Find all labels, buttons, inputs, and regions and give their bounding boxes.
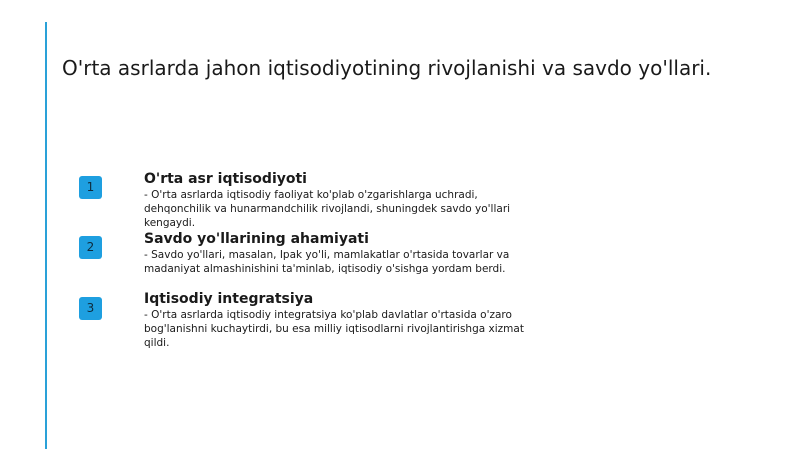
item-heading: Iqtisodiy integratsiya [144,291,314,307]
item-text [144,171,544,230]
item-body: - O'rta asrlarda iqtisodiy faoliyat ko'plab o'zgarishlarga uchradi, dehqonchilik va hunarmandchilik rivojlandi, shuningdek savdo yo'llari kengaydi. [144,189,511,229]
item-number-badge: 1 [79,176,102,199]
item-text [144,231,544,276]
item-body: - O'rta asrlarda iqtisodiy integratsiya ko'plab davlatlar o'rtasida o'zaro bog'lanishni kuchaytirdi, bu esa milliy iqtisodlarni rivojlantirishga xizmat qildi. [144,309,524,349]
item-heading: Savdo yo'llarining ahamiyati [144,231,369,247]
item-heading: O'rta asr iqtisodiyoti [144,171,307,187]
slide-title: O'rta asrlarda jahon iqtisodiyotining rivojlanishi va savdo yo'llari. [62,56,712,80]
item-text [144,291,544,350]
item-body: - Savdo yo'llari, masalan, Ipak yo'li, mamlakatlar o'rtasida tovarlar va madaniyat almashinishini ta'minlab, iqtisodiy o'sishga yordam berdi. [144,249,510,275]
item-number-badge: 2 [79,236,102,259]
item-number-badge: 3 [79,297,102,320]
